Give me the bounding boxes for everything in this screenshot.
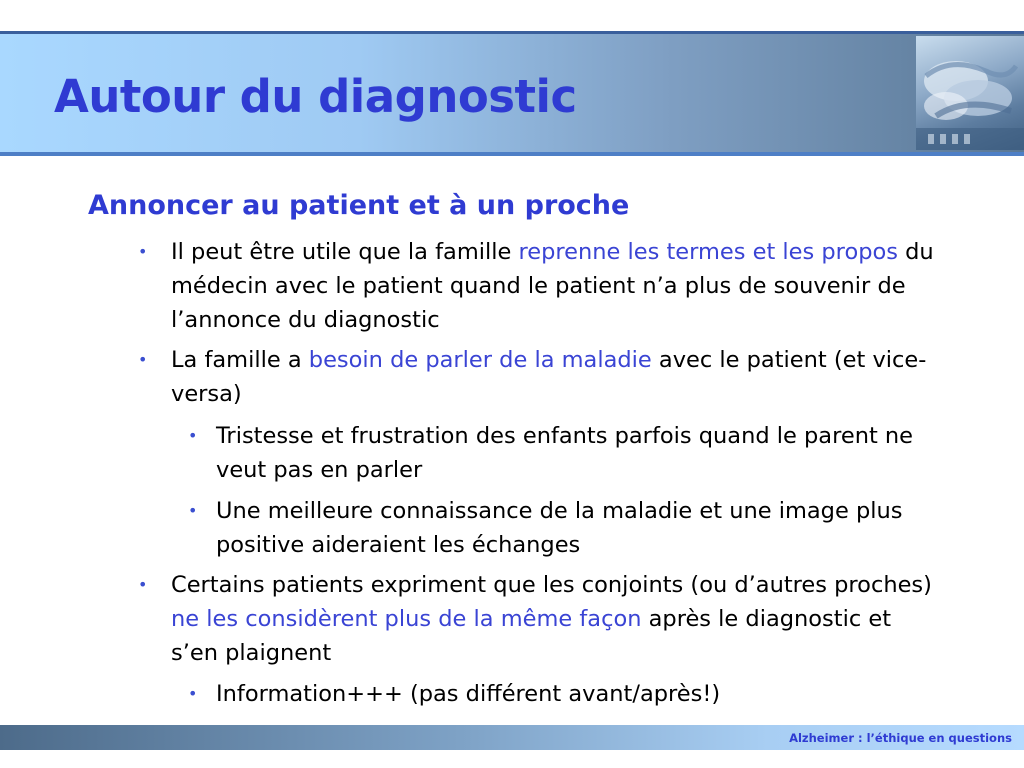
sub-bullet-text: Une meilleure connaissance de la maladie et une image plus positive aideraient les échanges xyxy=(216,498,903,558)
bullet-text: Certains patients expriment que les conjoints (ou d’autres proches) ne les considèrent plus de la même façon après le diagnostic et s’en plaignent xyxy=(171,572,932,666)
header-bottom-line xyxy=(0,152,1024,156)
bullet-text: Il peut être utile que la famille reprenne les termes et les propos du médecin avec le patient quand le patient n’a plus de souvenir de l’annonce du diagnostic xyxy=(171,239,934,333)
bullet-item xyxy=(138,568,938,670)
hands-photo xyxy=(916,36,1024,150)
bullet-dot-icon: • xyxy=(138,242,148,261)
sub-bullet-item xyxy=(188,494,928,562)
sub-bullet-item xyxy=(188,419,928,487)
bullet-dot-icon: • xyxy=(138,575,148,594)
bullet-text: La famille a besoin de parler de la maladie avec le patient (et vice-versa) xyxy=(171,347,927,407)
footer-text: Alzheimer : l’éthique en questions xyxy=(789,731,1012,745)
sub-bullet-dot-icon: • xyxy=(188,501,198,520)
sub-bullet-text: Information+++ (pas différent avant/après!) xyxy=(216,681,721,707)
slide-subtitle: Annoncer au patient et à un proche xyxy=(88,190,630,221)
sub-bullet-item xyxy=(188,677,928,711)
bullet-item xyxy=(138,235,938,337)
bullet-dot-icon: • xyxy=(138,350,148,369)
sub-bullet-dot-icon: • xyxy=(188,426,198,445)
slide-title: Autour du diagnostic xyxy=(54,70,577,123)
hands-photo-drawing xyxy=(916,36,1024,150)
bullet-item xyxy=(138,343,938,411)
sub-bullet-dot-icon: • xyxy=(188,684,198,703)
sub-bullet-text: Tristesse et frustration des enfants parfois quand le parent ne veut pas en parler xyxy=(216,423,914,483)
